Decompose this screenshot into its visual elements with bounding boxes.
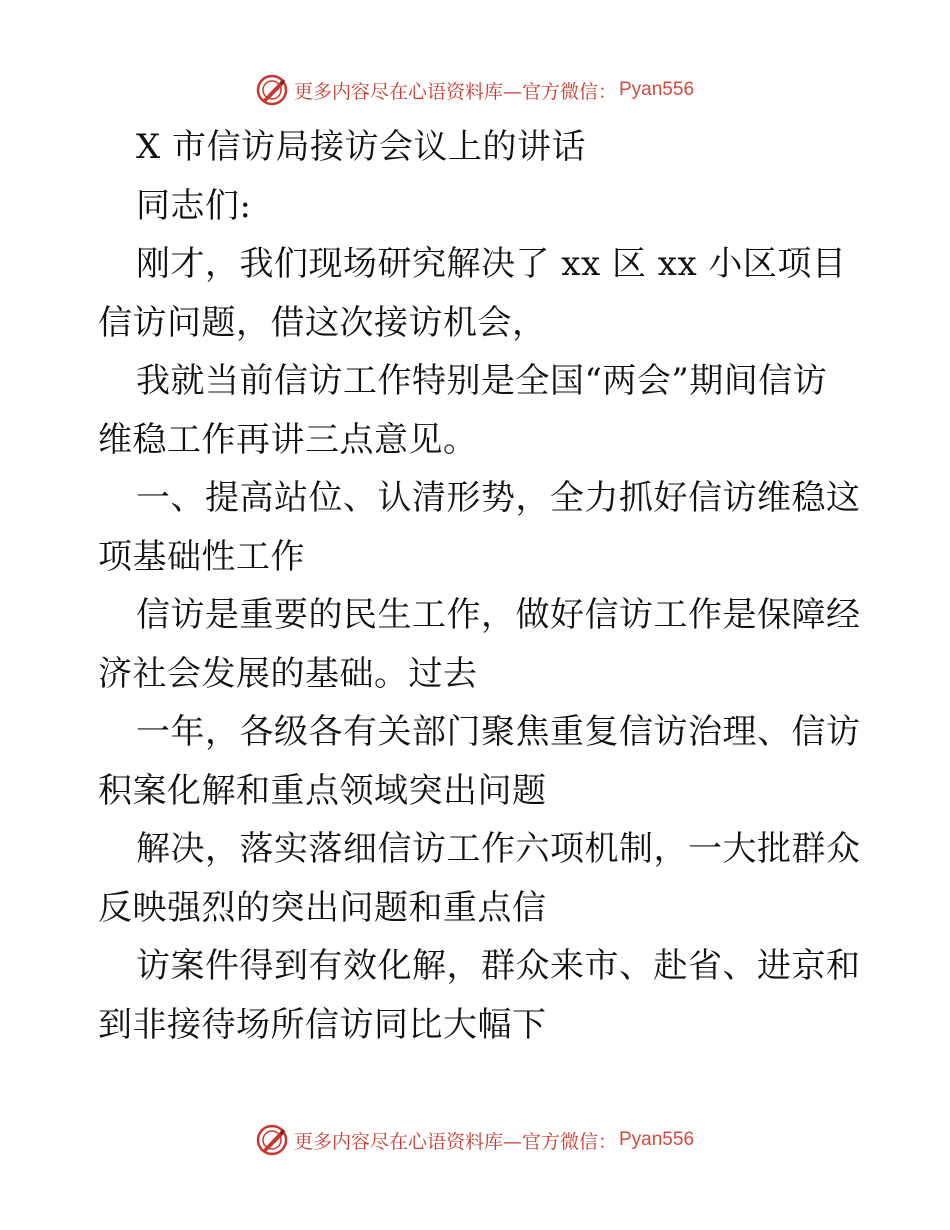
paragraph-line: 反映强烈的突出问题和重点信 xyxy=(98,887,547,928)
document-title: X 市信访局接访会议上的讲话 xyxy=(136,127,587,167)
watermark-text: 更多内容尽在心语资料库—官方微信： xyxy=(293,1130,617,1153)
salutation: 同志们: xyxy=(136,185,252,226)
watermark-id: Pyan556 xyxy=(619,79,695,100)
paragraph-line: 一年，各级各有关部门聚焦重复信访治理、信访 xyxy=(136,712,861,752)
paragraph-line: 积案化解和重点领域突出问题 xyxy=(98,770,547,811)
footer-watermark xyxy=(0,1120,950,1160)
paragraph-line: 我就当前信访工作特别是全国“两会”期间信访 xyxy=(136,361,828,401)
header-watermark xyxy=(0,70,950,110)
paragraph-line: 维稳工作再讲三点意见。 xyxy=(98,419,478,460)
paragraph-line: 解决，落实落细信访工作六项机制，一大批群众 xyxy=(136,829,861,869)
paragraph-line: 到非接待场所信访同比大幅下 xyxy=(98,1004,547,1045)
document-body xyxy=(98,118,861,1054)
paragraph-line: 访案件得到有效化解，群众来市、赴省、进京和 xyxy=(136,946,861,986)
paragraph-line: 信访问题，借这次接访机会， xyxy=(98,302,547,343)
pen-logo-icon xyxy=(256,1124,288,1156)
paragraph-line: 济社会发展的基础。过去 xyxy=(98,653,478,694)
watermark-id: Pyan556 xyxy=(619,1129,695,1150)
watermark-text: 更多内容尽在心语资料库—官方微信： xyxy=(293,80,617,103)
section-heading: 项基础性工作 xyxy=(98,536,305,577)
paragraph-line: 信访是重要的民生工作，做好信访工作是保障经 xyxy=(136,595,861,635)
paragraph-line: 刚才，我们现场研究解决了 xx 区 xx 小区项目 xyxy=(136,244,847,284)
pen-logo-icon xyxy=(256,74,288,106)
section-heading: 一、提高站位、认清形势，全力抓好信访维稳这 xyxy=(136,478,861,518)
